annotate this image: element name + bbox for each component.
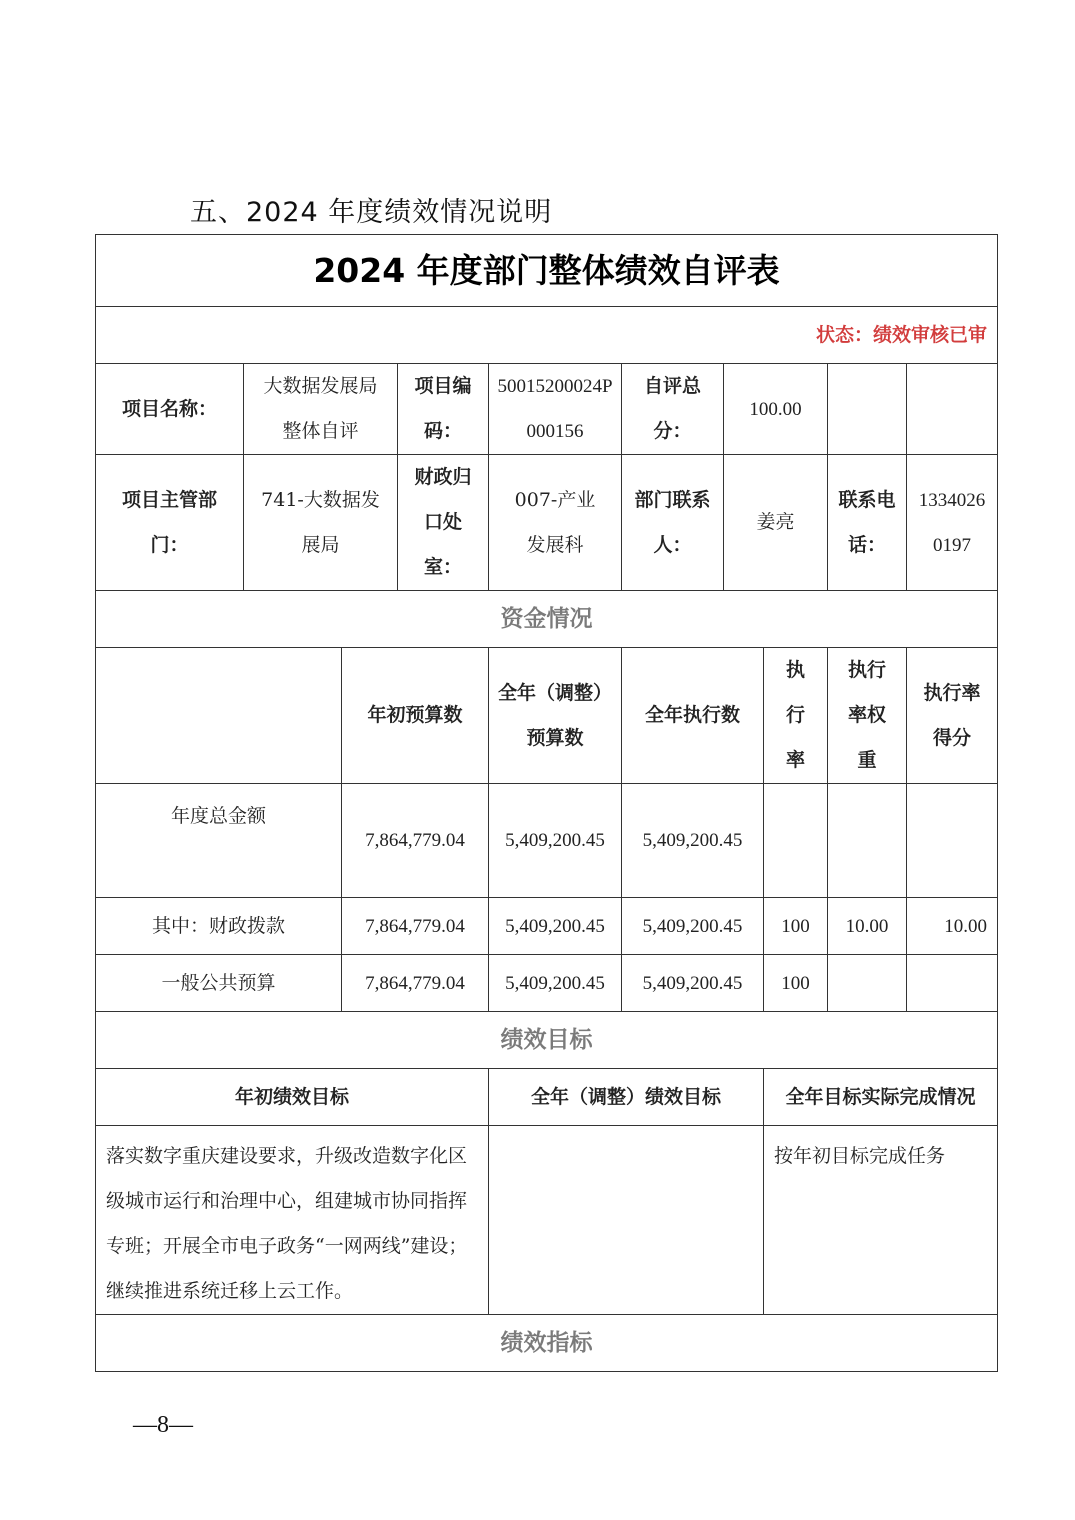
status-badge: 状态：绩效审核已审 — [96, 307, 998, 364]
funds-header-initial: 年初预算数 — [342, 648, 489, 784]
self-score-value: 100.00 — [724, 364, 828, 455]
funds-cell-rate: 100 — [764, 955, 828, 1012]
funds-row-label: 其中：财政拨款 — [96, 898, 342, 955]
funds-cell-weight: 10.00 — [828, 898, 907, 955]
phone-value: 13340260197 — [907, 455, 998, 591]
contact-value: 姜亮 — [724, 455, 828, 591]
funds-cell-executed: 5,409,200.45 — [622, 955, 764, 1012]
funds-header-executed: 全年执行数 — [622, 648, 764, 784]
goals-actual-text: 按年初目标完成任务 — [764, 1126, 998, 1315]
contact-label: 部门联系人： — [622, 455, 724, 591]
funds-cell-score: 10.00 — [907, 898, 998, 955]
funds-cell-rate: 100 — [764, 898, 828, 955]
finance-office-label: 财政归口处室： — [398, 455, 489, 591]
funds-cell-adjusted: 5,409,200.45 — [489, 784, 622, 898]
page-number: —8— — [133, 1412, 193, 1438]
funds-cell-weight — [828, 955, 907, 1012]
project-code-value: 50015200024P000156 — [489, 364, 622, 455]
funds-cell-executed: 5,409,200.45 — [622, 784, 764, 898]
funds-cell-score — [907, 955, 998, 1012]
funds-header-weight: 执行率权重 — [828, 648, 907, 784]
goals-header-initial: 年初绩效目标 — [96, 1069, 489, 1126]
self-score-label: 自评总分： — [622, 364, 724, 455]
funds-cell-executed: 5,409,200.45 — [622, 898, 764, 955]
funds-cell-initial: 7,864,779.04 — [342, 898, 489, 955]
dept-label: 项目主管部门： — [96, 455, 244, 591]
goals-adjusted-text — [489, 1126, 764, 1315]
funds-cell-rate — [764, 784, 828, 898]
dept-value: 741-大数据发展局 — [244, 455, 398, 591]
empty-cell — [96, 648, 342, 784]
goals-header-adjusted: 全年（调整）绩效目标 — [489, 1069, 764, 1126]
funds-row-label: 年度总金额 — [96, 784, 342, 898]
funds-cell-weight — [828, 784, 907, 898]
indicators-section-title: 绩效指标 — [96, 1315, 998, 1372]
goals-section-title: 绩效目标 — [96, 1012, 998, 1069]
goals-header-actual: 全年目标实际完成情况 — [764, 1069, 998, 1126]
self-evaluation-table — [95, 234, 998, 1372]
funds-cell-adjusted: 5,409,200.45 — [489, 898, 622, 955]
empty-cell — [828, 364, 907, 455]
table-title: 2024 年度部门整体绩效自评表 — [96, 235, 998, 307]
funds-header-adjusted: 全年（调整）预算数 — [489, 648, 622, 784]
funds-header-score: 执行率得分 — [907, 648, 998, 784]
project-name-label: 项目名称： — [96, 364, 244, 455]
section-heading: 五、2024 年度绩效情况说明 — [190, 197, 553, 228]
project-code-label: 项目编码： — [398, 364, 489, 455]
funds-cell-score — [907, 784, 998, 898]
phone-label: 联系电话： — [828, 455, 907, 591]
funds-section-title: 资金情况 — [96, 591, 998, 648]
funds-cell-initial: 7,864,779.04 — [342, 784, 489, 898]
funds-cell-initial: 7,864,779.04 — [342, 955, 489, 1012]
funds-row-label: 一般公共预算 — [96, 955, 342, 1012]
finance-office-value: 007-产业发展科 — [489, 455, 622, 591]
funds-cell-adjusted: 5,409,200.45 — [489, 955, 622, 1012]
funds-header-rate: 执行率 — [764, 648, 828, 784]
empty-cell — [907, 364, 998, 455]
goals-initial-text: 落实数字重庆建设要求，升级改造数字化区级城市运行和治理中心，组建城市协同指挥专班；开展全市电子政务“一网两线”建设；继续推进系统迁移上云工作。 — [96, 1126, 489, 1315]
project-name-value: 大数据发展局整体自评 — [244, 364, 398, 455]
